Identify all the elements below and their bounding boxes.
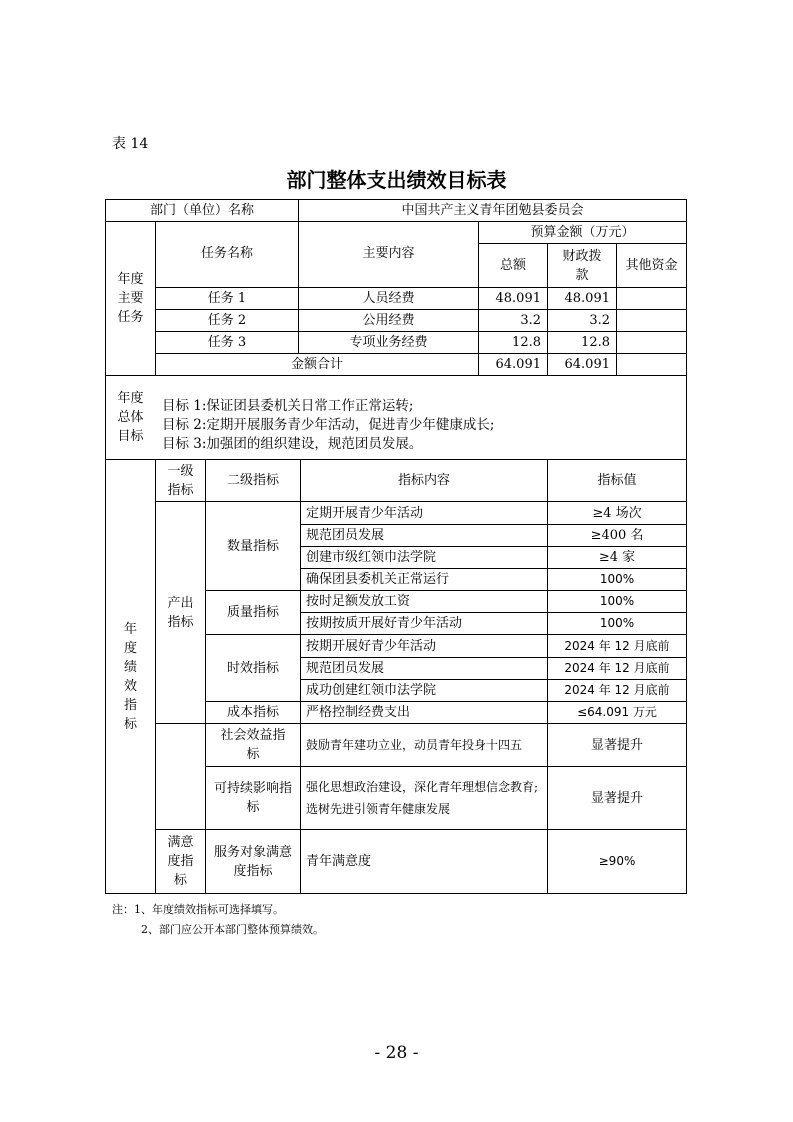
indicator-value: ≤64.091 万元 <box>577 705 657 719</box>
note-line: 注：1、年度绩效指标可选择填写。 <box>112 903 284 916</box>
task-row-total: 12.8 <box>512 335 541 350</box>
task-row-other <box>617 288 686 309</box>
tasks-col-name: 任务名称 <box>200 246 253 261</box>
task-row-other <box>617 332 686 353</box>
goal-item: 目标 3:加强团的组织建设，规范团员发展。 <box>162 436 423 452</box>
cost-indicator-label: 成本指标 <box>226 705 279 720</box>
task-row-content: 公用经费 <box>362 313 415 328</box>
indicator-value: ≥4 家 <box>598 550 636 565</box>
indicators-col-level2: 二级指标 <box>226 473 279 488</box>
indicator-content: 按期开展好青少年活动 <box>306 638 437 654</box>
goal-item: 目标 2:定期开展服务青少年活动，促进青少年健康成长; <box>162 417 495 433</box>
indicator-content: 创建市级红领巾法学院 <box>306 550 437 565</box>
output-indicator-label: 产出指标 <box>167 595 194 630</box>
time-indicator-label: 时效指标 <box>226 660 279 676</box>
indicator-value: 100% <box>599 572 635 586</box>
task-row-content: 专项业务经费 <box>349 335 428 350</box>
dept-label: 部门（单位）名称 <box>149 203 254 218</box>
tasks-sum-fiscal: 64.091 <box>564 357 610 372</box>
indicators-col-value: 指标值 <box>597 473 637 488</box>
indicator-value: ≥90% <box>598 854 636 868</box>
page-number: - 28 - <box>374 1043 419 1063</box>
task-row-name: 任务 1 <box>207 291 247 306</box>
tasks-col-other: 其他资金 <box>625 258 678 273</box>
task-row-total: 48.091 <box>495 291 541 306</box>
indicator-value: ≥400 名 <box>590 528 644 543</box>
indicator-content: 鼓励青年建功立业，动员青年投身十四五 <box>306 738 523 752</box>
task-row-fiscal: 3.2 <box>589 313 610 328</box>
indicator-content: 定期开展青少年活动 <box>306 505 424 521</box>
task-row-content: 人员经费 <box>362 291 415 306</box>
indicator-content: 按期按质开展好青少年活动 <box>306 616 463 631</box>
quantity-indicator-label: 数量指标 <box>226 538 279 554</box>
task-row-other <box>617 310 686 331</box>
task-row-fiscal: 12.8 <box>581 335 610 350</box>
indicator-value: 显著提升 <box>590 790 643 806</box>
task-row-fiscal: 48.091 <box>564 291 610 306</box>
task-row-total: 3.2 <box>520 313 541 328</box>
dept-value: 中国共产主义青年团勉县委员会 <box>401 203 584 218</box>
tasks-col-fiscal: 财政拨款 <box>562 248 602 283</box>
indicator-value: 显著提升 <box>590 737 643 753</box>
indicator-value: 100% <box>599 616 635 630</box>
goals-section-label: 年度总体目标 <box>117 391 144 444</box>
task-row-name: 任务 2 <box>207 313 247 328</box>
tasks-sum-total: 64.091 <box>495 357 541 372</box>
tasks-col-content: 主要内容 <box>362 246 415 261</box>
tasks-section-label: 年度主要任务 <box>117 272 144 325</box>
goals-list <box>162 397 494 454</box>
indicator-value: 2024 年 12 月底前 <box>564 638 670 653</box>
indicator-value: 2024 年 12 月底前 <box>564 683 670 697</box>
indicator-content: 强化思想政治建设，深化青年理想信念教育;选树先进引领青年健康发展 <box>306 780 539 816</box>
indicators-col-content: 指标内容 <box>397 473 450 488</box>
satisfaction-indicator-label: 满意度指标 <box>167 835 194 888</box>
indicator-content: 确保团县委机关正常运行 <box>306 572 450 587</box>
indicator-content: 成功创建红领巾法学院 <box>306 683 437 698</box>
indicator-value: 2024 年 12 月底前 <box>564 661 670 675</box>
tasks-col-budget: 预算金额（万元） <box>530 225 635 240</box>
indicator-value: ≥4 场次 <box>592 505 642 521</box>
sustain-indicator-label: 可持续影响指标 <box>214 781 293 815</box>
social-indicator-label: 社会效益指标 <box>220 728 286 762</box>
table-notes <box>112 900 324 940</box>
tasks-col-total: 总额 <box>499 258 526 273</box>
indicator-value: 100% <box>599 594 635 608</box>
page-title: 部门整体支出绩效目标表 <box>286 168 507 192</box>
goal-item: 目标 1:保证团县委机关日常工作正常运转; <box>162 398 414 414</box>
note-line: 2、部门应公开本部门整体预算绩效。 <box>141 923 324 936</box>
table-number-label: 表 14 <box>112 136 149 152</box>
tasks-sum-label: 金额合计 <box>290 357 343 372</box>
service-satisfaction-label: 服务对象满意度指标 <box>214 844 293 879</box>
indicator-content: 规范团员发展 <box>306 528 385 543</box>
indicator-content: 青年满意度 <box>306 854 372 869</box>
indicator-content: 规范团员发展 <box>306 661 385 676</box>
indicators-section-label: 年度绩效指标 <box>123 621 137 732</box>
indicator-content: 严格控制经费支出 <box>306 705 411 720</box>
task-row-name: 任务 3 <box>207 335 247 350</box>
indicators-col-level1: 一级指标 <box>167 463 194 498</box>
quality-indicator-label: 质量指标 <box>226 605 279 620</box>
indicator-content: 按时足额发放工资 <box>306 594 411 609</box>
